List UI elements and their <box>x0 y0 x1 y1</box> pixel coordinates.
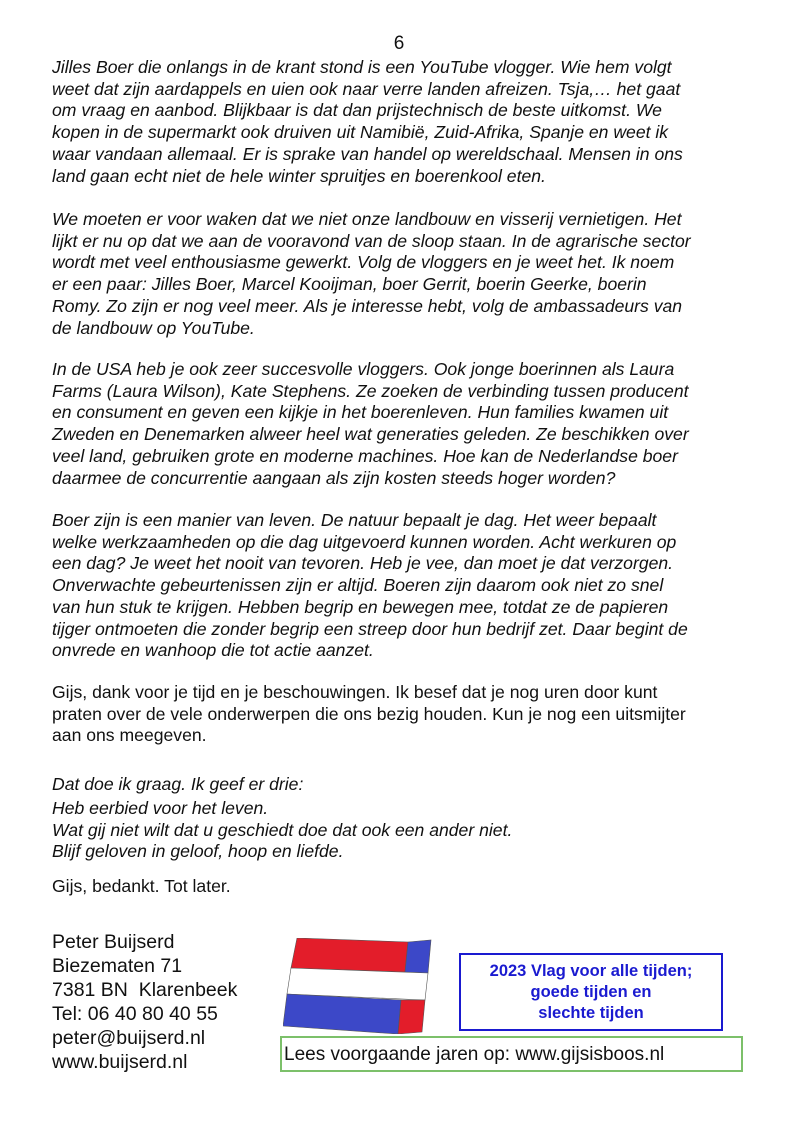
text-line: Zweden en Denemarken alweer heel wat generaties geleden. Ze beschikken over <box>52 424 689 445</box>
text-line: aan ons meegeven. <box>52 725 207 746</box>
text-line: Farms (Laura Wilson), Kate Stephens. Ze zoeken de verbinding tussen producent <box>52 380 689 401</box>
text-line: welke werkzaamheden op die dag uitgevoerd kunnen worden. Acht werkuren op <box>52 531 677 552</box>
text-line: een dag? Je weet het nooit van tevoren. Heb je vee, dan moet je dat verzorgen. <box>52 553 674 574</box>
text-line: van hun stuk te krijgen. Hebben begrip en bewegen mee, totdat ze de papieren <box>52 596 669 617</box>
address-phone: Tel: 06 40 80 40 55 <box>52 1003 218 1025</box>
text-line: om vraag en aanbod. Blijkbaar is dat dan prijstechnisch de beste uitkomst. We <box>52 100 662 121</box>
paragraph <box>52 774 772 796</box>
text-line: daarmee de concurrentie aangaan als zijn kosten steeds hoger worden? <box>52 467 616 488</box>
previous-years-link[interactable]: Lees voorgaande jaren op: www.gijsisboos.nl <box>280 1036 743 1072</box>
banner-line: 2023 Vlag voor alle tijden; <box>489 961 693 980</box>
address-website[interactable]: www.buijserd.nl <box>52 1051 188 1073</box>
text-line: Romy. Zo zijn er nog veel meer. Als je interesse hebt, volg de ambassadeurs van <box>52 295 683 316</box>
address-email[interactable]: peter@buijserd.nl <box>52 1027 206 1049</box>
dutch-flag-icon <box>283 938 433 1034</box>
text-line: kopen in de supermarkt ook druiven uit Namibië, Zuid-Afrika, Spanje en weet ik <box>52 122 669 143</box>
text-line: Jilles Boer die onlangs in de krant stond is een YouTube vlogger. Wie hem volgt <box>52 57 672 77</box>
text-line: Onverwachte gebeurtenissen zijn er altijd. Boeren zijn daarom ook niet zo snel <box>52 575 664 596</box>
text-line: onvrede en wanhoop die tot actie aanzet. <box>52 640 374 661</box>
text-line: tijger ontmoeten die zonder begrip een streep door hun bedrijf zet. Daar begint de <box>52 618 688 639</box>
text-line: Wat gij niet wilt dat u geschiedt doe dat ook een ander niet. <box>52 819 513 840</box>
text-line: wordt met veel enthousiasme gewerkt. Volg de vloggers en je weet het. Ik noem <box>52 252 675 273</box>
paragraph <box>52 798 772 863</box>
banner-line: slechte tijden <box>538 1003 644 1022</box>
text-line: weet dat zijn aardappels en uien ook naar verre landen afreizen. Tsja,… het gaat <box>52 78 681 99</box>
text-line: We moeten er voor waken dat we niet onze landbouw en visserij vernietigen. Het <box>52 209 682 229</box>
text-line: praten over de vele onderwerpen die ons bezig houden. Kun je nog een uitsmijter <box>52 703 686 724</box>
paragraph <box>52 57 772 187</box>
address-city: 7381 BN Klarenbeek <box>52 979 238 1001</box>
paragraph <box>52 682 772 747</box>
text-line: land gaan echt niet de hele winter spruitjes en boerenkool eten. <box>52 165 546 186</box>
text-line: Gijs, bedankt. Tot later. <box>52 876 231 896</box>
address-street: Biezematen 71 <box>52 955 183 977</box>
banner-line: goede tijden en <box>530 982 652 1001</box>
text-line: In de USA heb je ook zeer succesvolle vloggers. Ook jonge boerinnen als Laura <box>52 359 675 379</box>
paragraph <box>52 510 772 662</box>
text-line: Gijs, dank voor je tijd en je beschouwingen. Ik besef dat je nog uren door kunt <box>52 682 658 702</box>
text-line: waar vandaan allemaal. Er is sprake van handel op wereldschaal. Mensen in ons <box>52 143 683 164</box>
text-line: en consument en geven een kijkje in het boerenleven. Hun families kwamen uit <box>52 402 669 423</box>
text-line: lijkt er nu op dat we aan de vooravond van de sloop staan. In de agrarische sector <box>52 230 691 251</box>
text-line: Blijf geloven in geloof, hoop en liefde. <box>52 841 344 862</box>
text-line: Boer zijn is een manier van leven. De natuur bepaalt je dag. Het weer bepaalt <box>52 510 657 530</box>
paragraph <box>52 876 772 898</box>
paragraph <box>52 359 772 489</box>
paragraph <box>52 209 772 339</box>
text-line: Dat doe ik graag. Ik geef er drie: <box>52 774 304 794</box>
text-line: de landbouw op YouTube. <box>52 317 255 338</box>
text-line: Heb eerbied voor het leven. <box>52 798 269 818</box>
text-line: veel land, gebruiken grote en moderne machines. Hoe kan de Nederlandse boer <box>52 445 678 466</box>
address-name: Peter Buijserd <box>52 931 175 953</box>
text-line: er een paar: Jilles Boer, Marcel Kooijman, boer Gerrit, boerin Geerke, boerin <box>52 274 647 295</box>
page-number: 6 <box>393 33 405 54</box>
flag-banner <box>459 953 723 1031</box>
contact-address <box>52 930 237 1074</box>
